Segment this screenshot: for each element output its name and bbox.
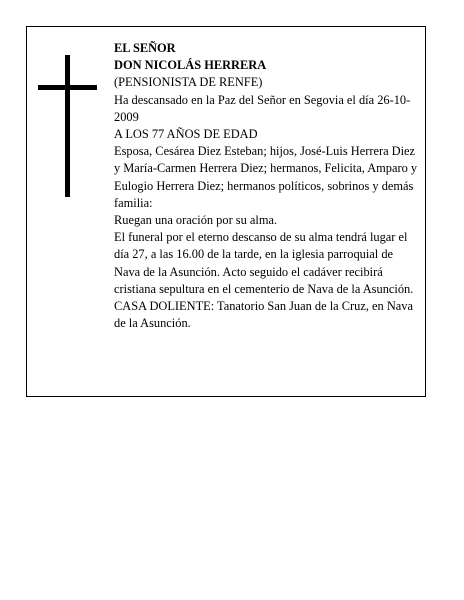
title-line-1: EL SEÑOR [114,41,176,55]
mourning-house: CASA DOLIENTE: Tanatorio San Juan de la Cruz, en Nava de la Asunción. [114,299,413,331]
obituary-text [114,40,422,332]
cross-vertical-bar [65,55,70,197]
occupation: (PENSIONISTA DE RENFE) [114,75,263,90]
funeral-details: El funeral por el eterno descanso de su alma tendrá lugar el día 27, a las 16.00 de la tarde, en la iglesia parroquial de Nava de la Asunción. Acto seguido el cadáver recibirá cristiana sepultura en el cementerio de Nava de la Asunción. [114,230,414,296]
obituary-notice [26,26,426,397]
family-list: Esposa, Cesárea Diez Esteban; hijos, José-Luis Herrera Diez y María-Carmen Herrera Diez; hermanos, Felicita, Amparo y Eulogio Herrera Diez; hermanos políticos, sobrinos y demás familia: [114,144,418,210]
age-line: A LOS 77 AÑOS DE EDAD [114,127,258,142]
cross-horizontal-bar [38,85,97,90]
death-date-line: Ha descansado en la Paz del Señor en Segovia el día 26-10-2009 [114,92,411,124]
prayer-request: Ruegan una oración por su alma. [114,213,278,228]
deceased-name: DON NICOLÁS HERRERA [114,58,267,73]
